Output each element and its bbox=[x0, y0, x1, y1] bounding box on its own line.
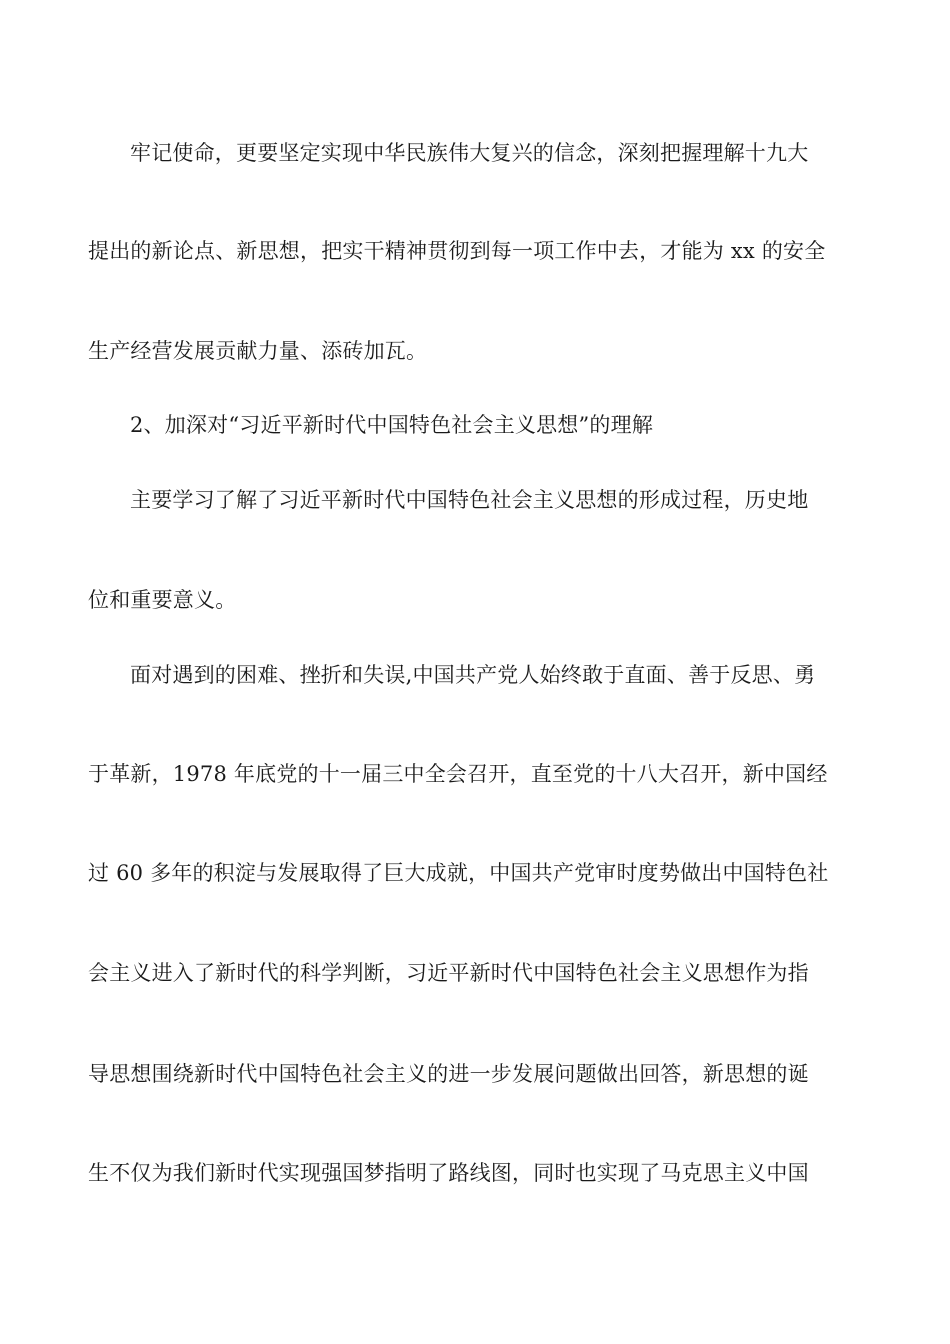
paragraph-line: 过 60 多年的积淀与发展取得了巨大成就，中国共产党审时度势做出中国特色社 bbox=[88, 861, 829, 885]
section-heading: 2、加深对“习近平新时代中国特色社会主义思想”的理解 bbox=[130, 413, 654, 437]
paragraph-line: 于革新，1978 年底党的十一届三中全会召开，直至党的十八大召开，新中国经 bbox=[88, 762, 828, 786]
paragraph-line: 导思想围绕新时代中国特色社会主义的进一步发展问题做出回答，新思想的诞 bbox=[88, 1062, 809, 1086]
paragraph-line: 生产经营发展贡献力量、添砖加瓦。 bbox=[88, 339, 428, 363]
paragraph-line: 会主义进入了新时代的科学判断，习近平新时代中国特色社会主义思想作为指 bbox=[88, 961, 809, 985]
paragraph-line: 生不仅为我们新时代实现强国梦指明了路线图，同时也实现了马克思主义中国 bbox=[88, 1161, 809, 1185]
paragraph-line: 位和重要意义。 bbox=[88, 588, 237, 612]
paragraph-line: 面对遇到的困难、挫折和失误,中国共产党人始终敢于直面、善于反思、勇 bbox=[130, 663, 816, 687]
paragraph-line: 牢记使命，更要坚定实现中华民族伟大复兴的信念，深刻把握理解十九大 bbox=[130, 141, 809, 165]
paragraph-line: 主要学习了解了习近平新时代中国特色社会主义思想的形成过程，历史地 bbox=[130, 488, 809, 512]
paragraph-line: 提出的新论点、新思想，把实干精神贯彻到每一项工作中去，才能为 xx 的安全 bbox=[88, 239, 826, 263]
